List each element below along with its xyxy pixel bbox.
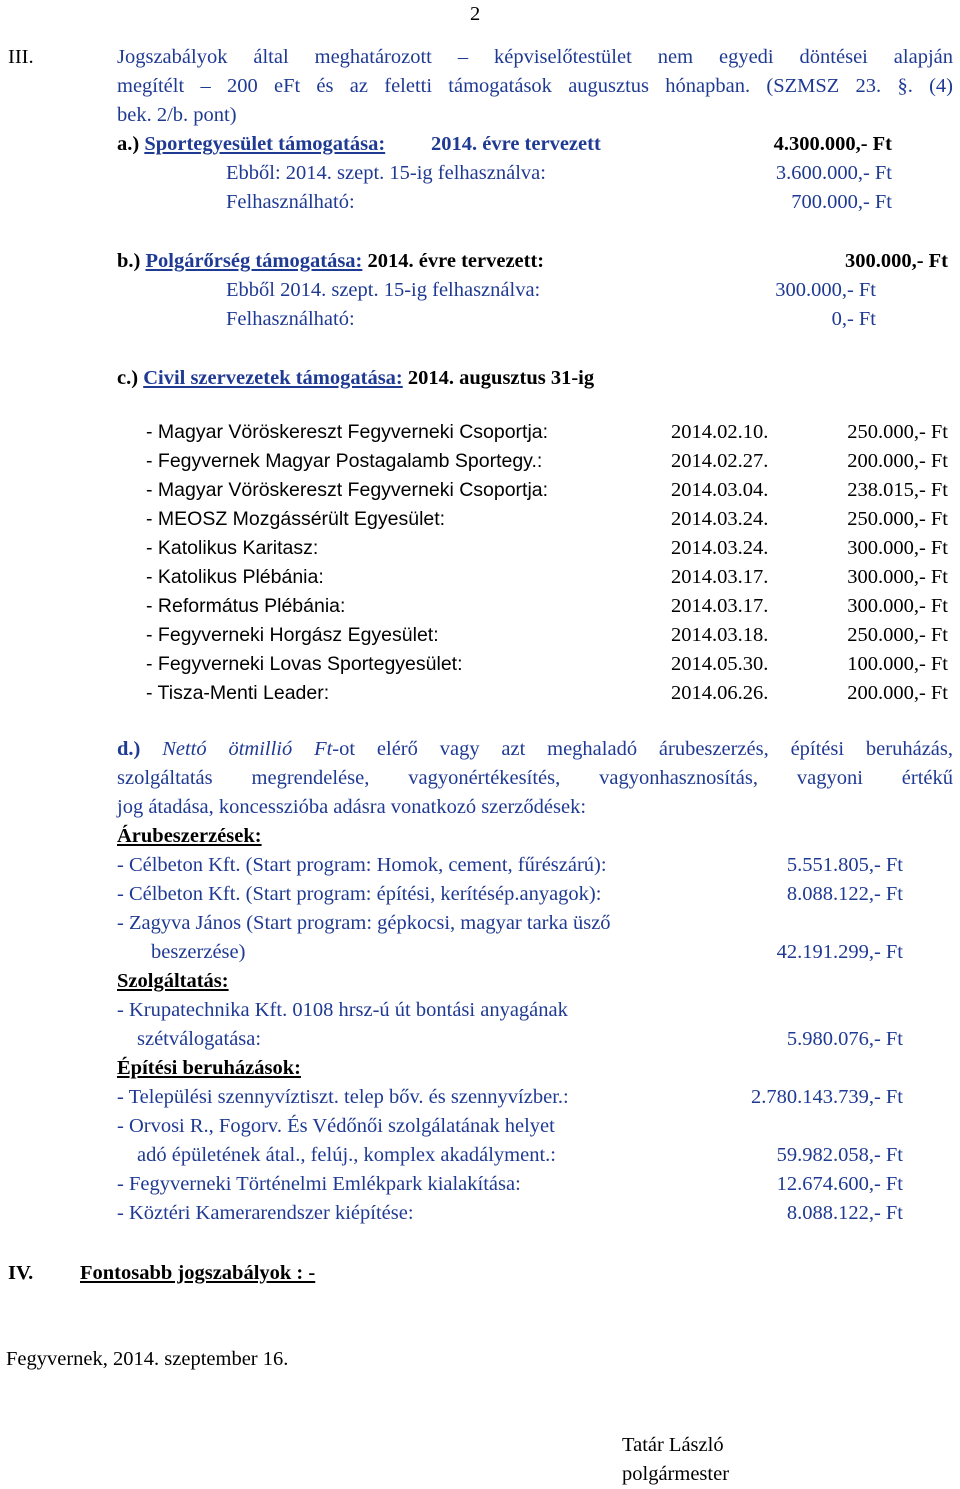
d-row-6-name-line-1: - Orvosi R., Fogorv. És Védőnői szolgálatának helyet <box>117 1115 555 1137</box>
civil-row-name: - MEOSZ Mozgássérült Egyesület: <box>146 508 446 530</box>
section-4-number: IV. <box>8 1262 34 1284</box>
civil-row-name: - Tisza-Menti Leader: <box>146 682 330 704</box>
c-period: 2014. augusztus 31-ig <box>407 367 595 389</box>
d-row-8-name: - Köztéri Kamerarendszer kiépítése: <box>117 1202 414 1224</box>
subsection-c-prefix: c.) <box>117 367 139 389</box>
d-category-services: Szolgáltatás: <box>117 970 229 992</box>
civil-row-amount: 250.000,- Ft <box>847 421 948 443</box>
civil-row-name: - Magyar Vöröskereszt Fegyverneki Csoportja: <box>146 421 549 443</box>
civil-row-name: - Református Plébánia: <box>146 595 346 617</box>
b-used-label: Ebből 2014. szept. 15-ig felhasználva: <box>226 279 541 301</box>
section-3-intro-line-2: megítélt – 200 eFt és az feletti támogatások augusztus hónapban. (SZMSZ 23. §. (4) <box>117 75 953 97</box>
civil-row-date: 2014.05.30. <box>671 653 769 675</box>
civil-row-amount: 250.000,- Ft <box>847 508 948 530</box>
civil-row-date: 2014.06.26. <box>671 682 769 704</box>
d-intro-rest: -ot elérő vagy azt meghaladó árubeszerzés, építési beruházás, <box>332 738 953 760</box>
civil-row-date: 2014.03.17. <box>671 595 769 617</box>
d-row-6-value: 59.982.058,- Ft <box>776 1144 903 1166</box>
d-row-1-value: 5.551.805,- Ft <box>786 854 903 876</box>
signature-role: polgármester <box>622 1463 730 1485</box>
d-row-4-value: 5.980.076,- Ft <box>786 1028 903 1050</box>
subsection-b-title: Polgárőrség támogatása: <box>145 250 363 272</box>
civil-row-date: 2014.03.04. <box>671 479 769 501</box>
a-used-value: 3.600.000,- Ft <box>775 162 892 184</box>
d-row-6-name-line-2: adó épületének átal., felúj., komplex akadályment.: <box>137 1144 556 1166</box>
subsection-a-title: Sportegyesület támogatása: <box>144 133 386 155</box>
d-row-5-value: 2.780.143.739,- Ft <box>750 1086 903 1108</box>
a-planned-value: 4.300.000,- Ft <box>773 133 892 155</box>
a-available-label: Felhasználható: <box>226 191 355 213</box>
d-category-goods: Árubeszerzések: <box>117 825 262 847</box>
civil-row-name: - Fegyvernek Magyar Postagalamb Sportegy.: <box>146 450 543 472</box>
d-row-3-value: 42.191.299,- Ft <box>776 941 903 963</box>
section-3-number: III. <box>8 46 34 68</box>
a-available-value: 700.000,- Ft <box>791 191 892 213</box>
b-planned-value: 300.000,- Ft <box>844 250 948 272</box>
civil-row-date: 2014.03.24. <box>671 508 769 530</box>
d-row-8-value: 8.088.122,- Ft <box>786 1202 903 1224</box>
section-4-title: Fontosabb jogszabályok : - <box>80 1262 316 1284</box>
civil-row-name: - Fegyverneki Horgász Egyesület: <box>146 624 439 646</box>
civil-row-amount: 100.000,- Ft <box>847 653 948 675</box>
civil-row-amount: 200.000,- Ft <box>847 682 948 704</box>
signature-name: Tatár László <box>622 1434 724 1456</box>
civil-row-date: 2014.02.27. <box>671 450 769 472</box>
d-row-1-name: - Célbeton Kft. (Start program: Homok, cement, fűrészárú): <box>117 854 607 876</box>
d-row-3-name-line-1: - Zagyva János (Start program: gépkocsi, magyar tarka üsző <box>117 912 611 934</box>
b-used-value: 300.000,- Ft <box>775 279 876 301</box>
subsection-b <box>117 247 544 276</box>
subsection-a-prefix: a.) <box>117 133 140 155</box>
section-3-intro-line-3: bek. 2/b. pont) <box>117 104 237 126</box>
civil-row-amount: 238.015,- Ft <box>847 479 948 501</box>
d-row-3-name-line-2: beszerzése) <box>151 941 246 963</box>
civil-row-amount: 300.000,- Ft <box>847 566 948 588</box>
subsection-a <box>117 130 385 159</box>
d-intro-highlight: Nettó ötmillió Ft <box>162 738 333 760</box>
d-row-7-name: - Fegyverneki Történelmi Emlékpark kialakítása: <box>117 1173 521 1195</box>
civil-row-name: - Magyar Vöröskereszt Fegyverneki Csoportja: <box>146 479 549 501</box>
place-and-date: Fegyvernek, 2014. szeptember 16. <box>6 1348 289 1370</box>
civil-row-date: 2014.03.17. <box>671 566 769 588</box>
subsection-c <box>117 364 594 393</box>
d-row-2-value: 8.088.122,- Ft <box>786 883 903 905</box>
civil-row-date: 2014.02.10. <box>671 421 769 443</box>
d-intro-line-2: szolgáltatás megrendelése, vagyonértékesítés, vagyonhasznosítás, vagyoni értékű <box>117 767 953 789</box>
civil-row-amount: 300.000,- Ft <box>847 595 948 617</box>
subsection-b-prefix: b.) <box>117 250 141 272</box>
d-intro-line-1 <box>117 735 953 764</box>
b-planned-label: 2014. évre tervezett: <box>367 250 545 272</box>
d-row-4-name-line-2: szétválogatása: <box>137 1028 262 1050</box>
civil-row-amount: 300.000,- Ft <box>847 537 948 559</box>
b-available-value: 0,- Ft <box>831 308 876 330</box>
subsection-d-prefix: d.) <box>117 738 141 760</box>
d-row-2-name: - Célbeton Kft. (Start program: építési, kerítésép.anyagok): <box>117 883 602 905</box>
a-planned-label: 2014. évre tervezett <box>431 133 601 155</box>
civil-row-date: 2014.03.24. <box>671 537 769 559</box>
d-row-5-name: - Települési szennyvíztiszt. telep bőv. és szennyvízber.: <box>117 1086 569 1108</box>
d-intro-line-3: jog átadása, koncesszióba adásra vonatkozó szerződések: <box>117 796 587 818</box>
civil-row-name: - Fegyverneki Lovas Sportegyesület: <box>146 653 463 675</box>
civil-row-date: 2014.03.18. <box>671 624 769 646</box>
section-3-intro-line-1: Jogszabályok által meghatározott – képviselőtestület nem egyedi döntései alapján <box>117 46 953 68</box>
subsection-c-title: Civil szervezetek támogatása: <box>143 367 403 389</box>
d-category-construction: Építési beruházások: <box>117 1057 301 1079</box>
a-used-label: Ebből: 2014. szept. 15-ig felhasználva: <box>226 162 546 184</box>
page-number: 2 <box>470 3 481 25</box>
civil-row-name: - Katolikus Plébánia: <box>146 566 324 588</box>
civil-row-amount: 250.000,- Ft <box>847 624 948 646</box>
civil-row-name: - Katolikus Karitasz: <box>146 537 319 559</box>
d-row-7-value: 12.674.600,- Ft <box>776 1173 903 1195</box>
b-available-label: Felhasználható: <box>226 308 355 330</box>
d-row-4-name-line-1: - Krupatechnika Kft. 0108 hrsz-ú út bontási anyagának <box>117 999 568 1021</box>
civil-row-amount: 200.000,- Ft <box>847 450 948 472</box>
